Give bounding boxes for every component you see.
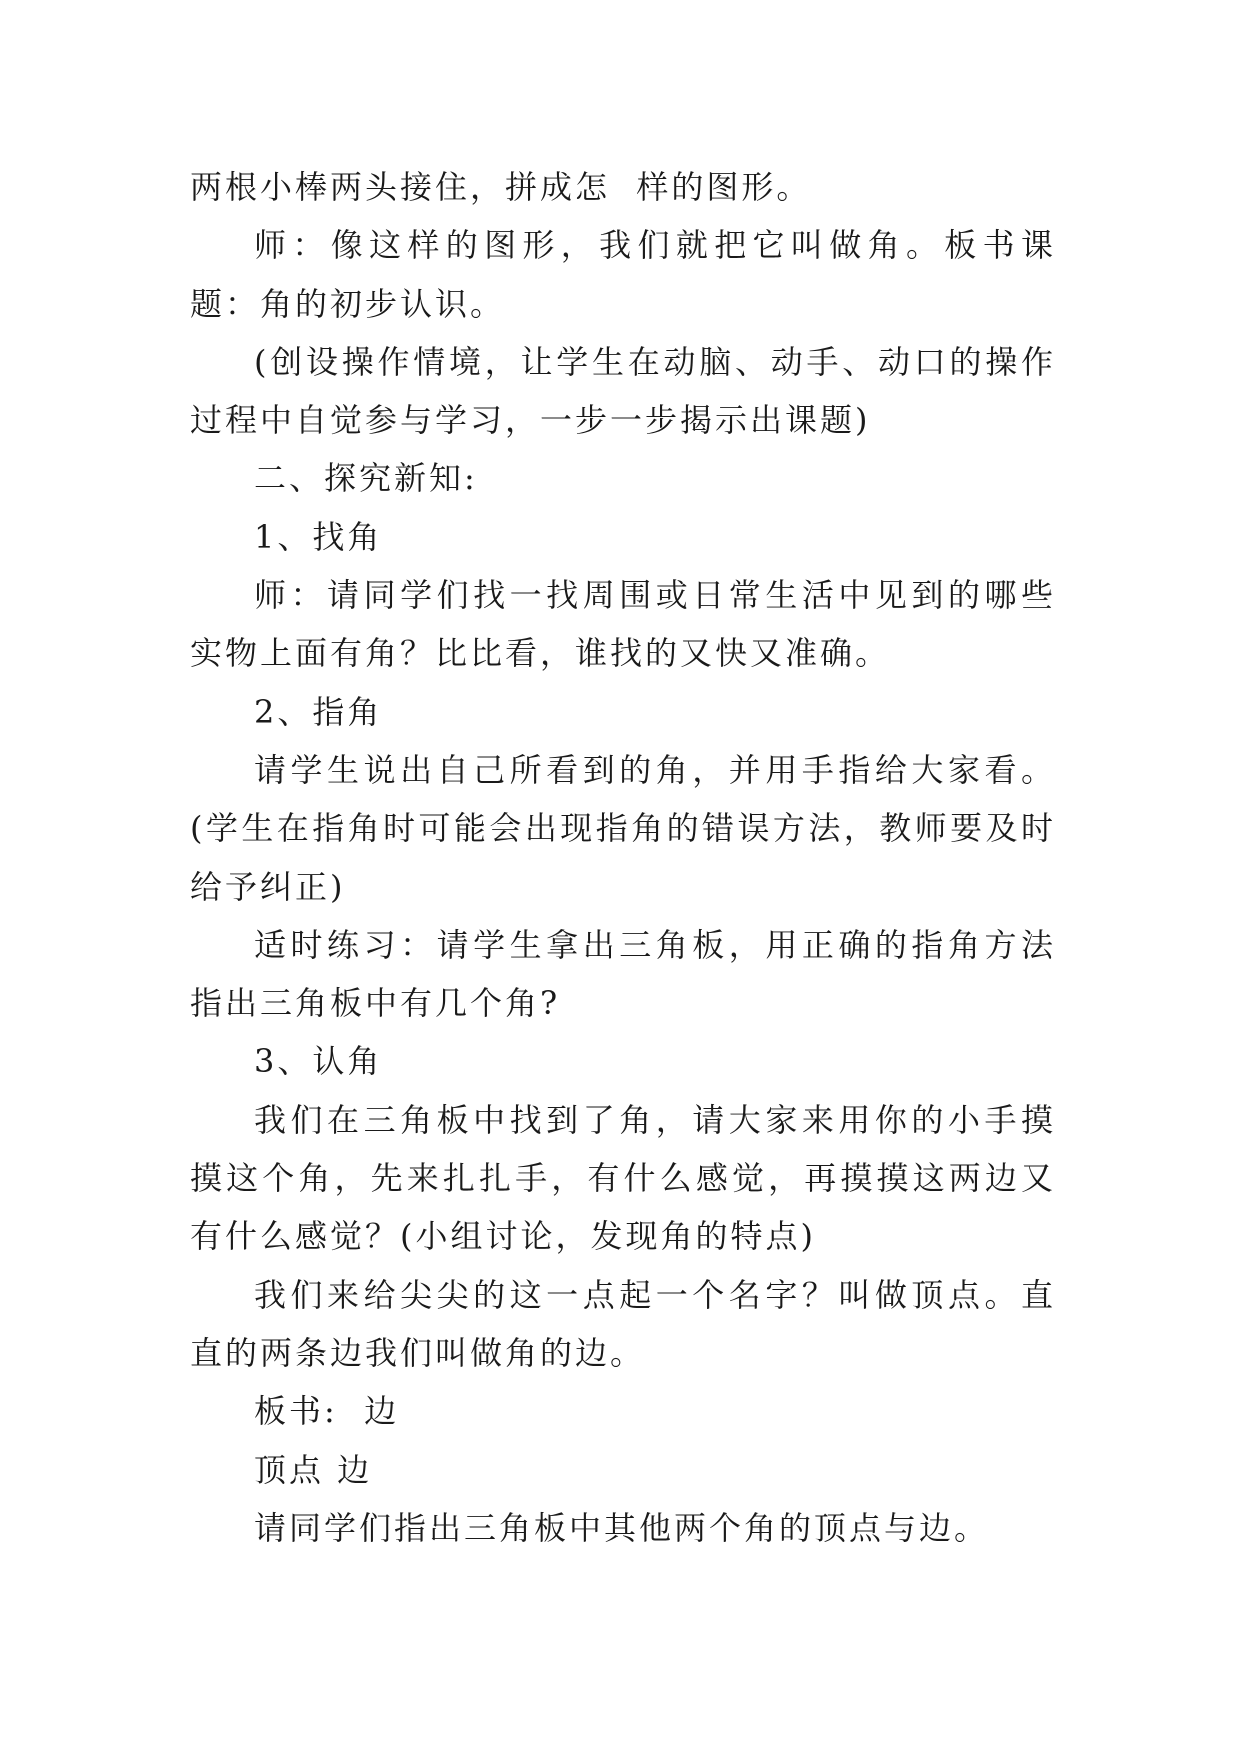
paragraph-touch-angle: 我们在三角板中找到了角，请大家来用你的小手摸摸这个角，先来扎扎手，有什么感觉，再摸摸这两边又有什么感觉？(小组讨论，发现角的特点): [190, 1100, 1056, 1256]
paragraph-practice: 适时练习：请学生拿出三角板，用正确的指角方法指出三角板中有几个角?: [190, 925, 1056, 1023]
paragraph-point-angle: 请学生说出自己所看到的角，并用手指给大家看。(学生在指角时可能会出现指角的错误方法，教师要及时给予纠正): [190, 750, 1056, 906]
paragraph-board-side: 板书: 边: [254, 1392, 400, 1431]
subheading-know-angle: 3、认角: [254, 1042, 383, 1081]
document-page: [190, 158, 1056, 1557]
subheading-point-angle: 2、指角: [254, 692, 383, 731]
section-heading-explore: 二、探究新知:: [254, 459, 478, 498]
paragraph-continuation: 两根小棒两头接住，拼成怎 样的图形。: [190, 168, 812, 206]
paragraph-note: (创设操作情境，让学生在动脑、动手、动口的操作过程中自觉参与学习，一步一步揭示出课题): [190, 342, 1056, 440]
paragraph-teacher-title: 师：像这样的图形，我们就把它叫做角。板书课题：角的初步认识。: [190, 226, 1056, 323]
paragraph-vertex-sides: 我们来给尖尖的这一点起一个名字？叫做顶点。直直的两条边我们叫做角的边。: [190, 1275, 1056, 1372]
paragraph-find-angle: 师：请同学们找一找周围或日常生活中见到的哪些实物上面有角？比比看，谁找的又快又准确。: [190, 576, 1056, 673]
paragraph-other-angles: 请同学们指出三角板中其他两个角的顶点与边。: [254, 1508, 990, 1547]
paragraph-board-vertex: 顶点 边: [254, 1450, 373, 1489]
subheading-find-angle: 1、找角: [254, 517, 383, 556]
